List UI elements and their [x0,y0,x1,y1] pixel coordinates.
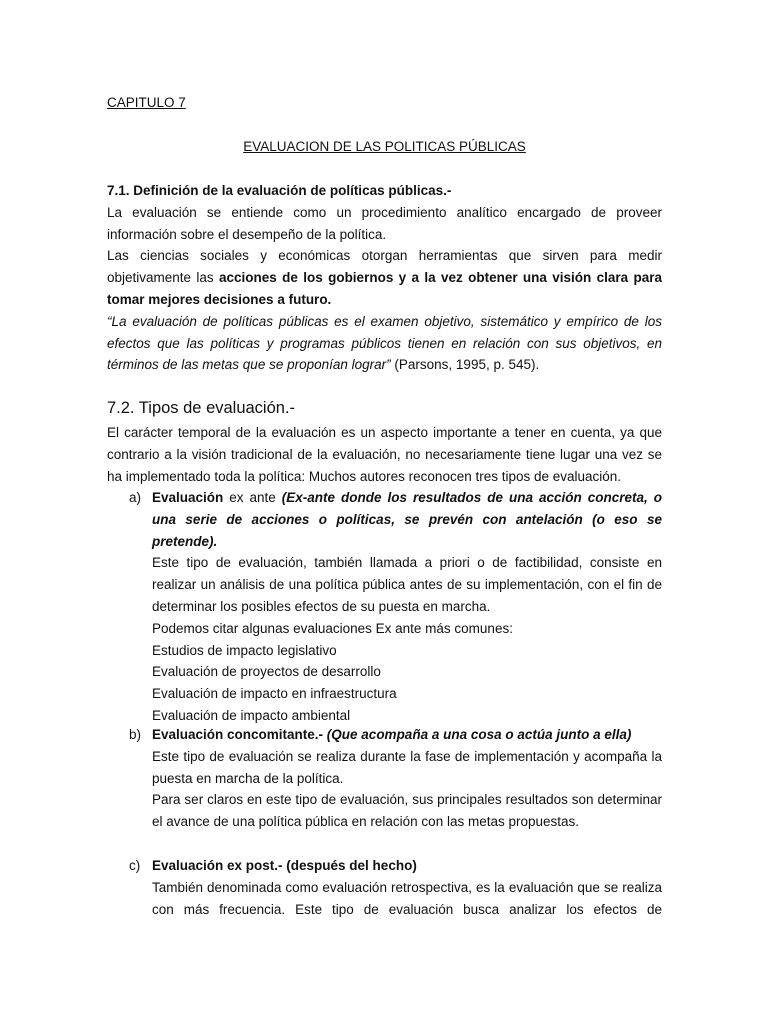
section-7-1-paragraph-1: La evaluación se entiende como un procedimiento analítico encargado de proveer información sobre el desempeño de la política. [107,204,662,242]
item-c-heading: Evaluación ex post.- (después del hecho) [152,858,417,873]
section-7-2-heading: 7.2. Tipos de evaluación.- [107,399,296,417]
list-item-content [152,724,662,833]
list-marker: b) [129,727,142,742]
list-item-content [152,855,662,920]
paragraph-2-text: Las ciencias sociales y económicas otorgan herramientas que sirven para medir objetivamente las [107,248,662,286]
item-a-italic-bold: (Ex-ante donde los resultados de una acción concreta, o una serie de acciones o políticas, se prevén con antelación (o eso se pretende). [152,490,662,549]
paragraph-2-bold-text: acciones de los gobiernos y a la vez obtener una visión clara para tomar mejores decisiones a futuro. [107,270,663,307]
list-marker: a) [129,490,142,505]
item-a-list-entry: Evaluación de proyectos de desarrollo [152,664,381,680]
quote-text: “La evaluación de políticas públicas es el examen objetivo, sistemático y empírico de los efectos que las políticas y programas públicos tienen en relación con sus objetivos, en términos de las metas que se proponían lograr” [107,313,662,373]
item-a-list-entry: Estudios de impacto legislativo [152,642,337,658]
list-item-content [152,487,662,727]
section-7-1-heading: 7.1. Definición de la evaluación de políticas públicas.- [107,183,452,198]
section-7-1-quote [107,311,662,376]
list-marker: c) [129,858,141,873]
item-a-heading [152,487,662,552]
item-b-italic-bold: (Que acompaña a una cosa o actúa junto a ella) [323,727,632,742]
item-a-bold: Evaluación [152,490,224,505]
item-b-paragraph-2: Para ser claros en este tipo de evaluación, sus principales resultados son determinar el avance de una política pública en relación con las metas propuestas. [152,792,662,830]
item-b-paragraph-1: Este tipo de evaluación se realiza durante la fase de implementación y acompaña la puesta en marcha de la política. [152,748,662,786]
section-7-1 [107,180,662,376]
chapter-label: CAPITULO 7 [107,95,186,110]
item-a-list-entry: Evaluación de impacto ambiental [152,707,351,723]
quote-citation: (Parsons, 1995, p. 545) [390,357,536,373]
item-b-heading [152,724,662,746]
item-c-paragraph-1: También denominada como evaluación retrospectiva, es la evaluación que se realiza con más frecuencia. Este tipo de evaluación busca analizar los efectos de [152,879,662,917]
quote-citation-end: . [535,357,540,373]
item-a-list-intro: Podemos citar algunas evaluaciones Ex ante más comunes: [152,620,513,636]
item-a-body: Este tipo de evaluación, también llamada a priori o de factibilidad, consiste en realizar un análisis de una política pública antes de su implementación, con el fin de determinar los posibles efectos de su puesta en marcha. [152,555,662,614]
item-a-normal: ex ante [223,490,282,505]
document-title: EVALUACION DE LAS POLITICAS PÚBLICAS [243,139,526,154]
item-b-bold: Evaluación concomitante.- [152,727,324,742]
item-a-list-entry: Evaluación de impacto en infraestructura [152,686,397,702]
section-7-2-intro: El carácter temporal de la evaluación es un aspecto importante a tener en cuenta, ya que contrario a la visión tradicional de la evaluación, no necesariamente tiene lugar una vez se ha implementado toda la política: Muchos autores reconocen tres tipos de evaluación. [107,425,662,484]
section-7-1-paragraph-2 [107,245,662,310]
